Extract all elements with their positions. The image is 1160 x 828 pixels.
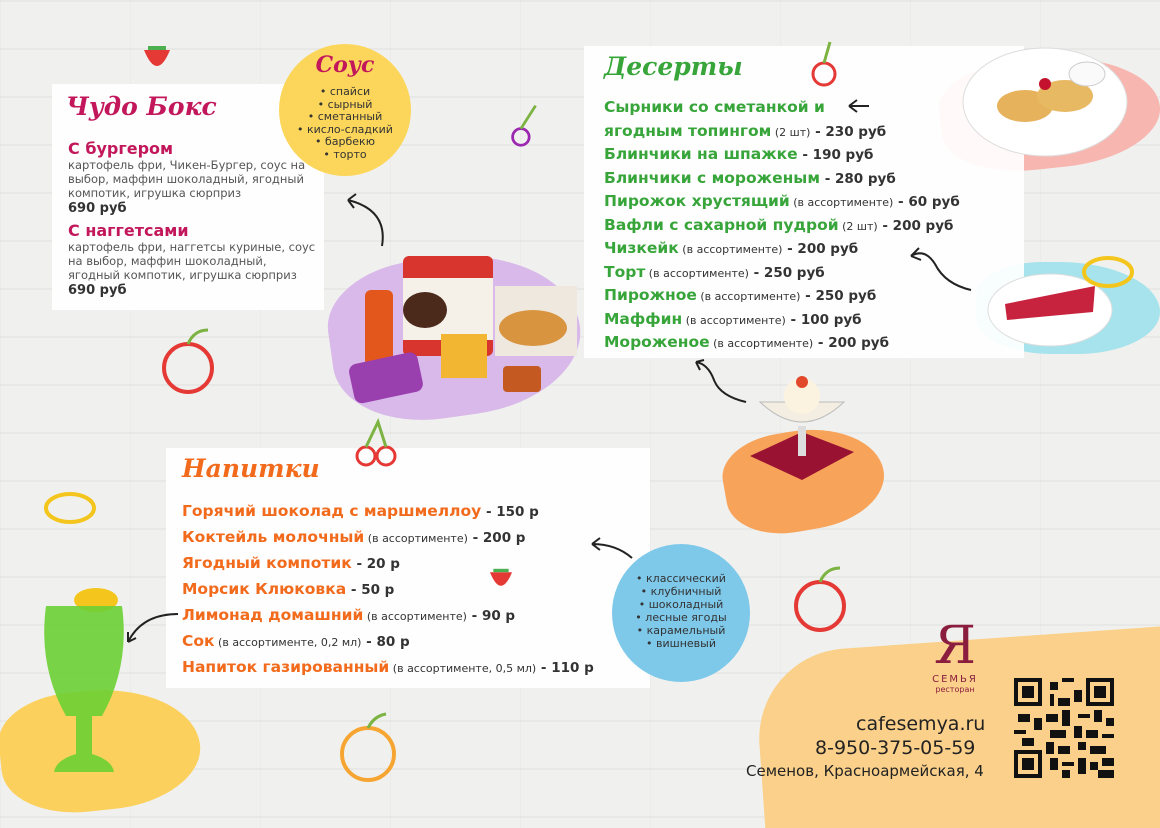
dessert-note: (в ассортименте) [789, 196, 894, 209]
sauce-item: • сметанный [307, 110, 383, 124]
milkshake-flavor: • классический [636, 572, 726, 585]
cherry-icon [804, 38, 844, 88]
dessert-name: Пирожное [604, 286, 697, 304]
burger-box-title: С бургером [68, 139, 174, 158]
sauce-item: • барбекю [315, 135, 375, 149]
milkshake-flavor-list [612, 572, 750, 650]
drink-name: Напиток газированный [182, 658, 390, 676]
dessert-price: - 200 руб [877, 217, 954, 234]
dessert-price: - 230 руб [810, 123, 887, 140]
logo-subtitle: ресторан [935, 685, 975, 694]
dessert-note: (в ассортименте) [682, 313, 786, 327]
phone-number[interactable]: 8-950-375-05-59 [815, 737, 976, 759]
burger-box-description: картофель фри, Чикен-Бургер, соус на выбор, маффин шоколадный, ягодный компотик, игрушка сюрприз [68, 158, 306, 200]
drink-note: (в ассортименте, 0,2 мл) [214, 636, 362, 649]
lemon-icon [40, 488, 100, 528]
address: Семенов, Красноармейская, 4 [746, 762, 984, 780]
dessert-price: - 200 руб [782, 241, 859, 257]
dessert-item [604, 330, 960, 354]
desserts-list [604, 95, 960, 354]
dessert-item [604, 307, 960, 331]
drinks-title: Напитки [182, 454, 320, 483]
sauce-item: • спайси [319, 85, 371, 98]
drink-item [182, 576, 594, 602]
arrow-icon [905, 244, 975, 294]
dessert-item [604, 95, 960, 119]
lemon-icon [1078, 252, 1138, 292]
dessert-item [604, 213, 960, 237]
dessert-price: - 190 руб [797, 147, 874, 163]
arrow-icon [340, 190, 390, 250]
drink-price: - 90 р [466, 608, 516, 624]
drink-price: - 20 р [351, 556, 400, 572]
sauce-item: • сырный [317, 97, 373, 111]
logo-letter: Я [934, 616, 976, 676]
drink-name: Лимонад домашний [182, 606, 364, 624]
milkshake-flavor: • шоколадный [638, 598, 724, 611]
milkshake-flavor: • клубничный [640, 585, 722, 598]
cherry-icon [508, 100, 554, 150]
dessert-note: (в ассортименте) [709, 337, 814, 350]
milkshake-flavor: • карамельный [636, 624, 726, 637]
drink-price: - 80 р [361, 634, 410, 650]
dessert-note: (2 шт) [771, 125, 811, 139]
dessert-note: (в ассортименте) [678, 243, 783, 256]
cherry-icon [352, 418, 402, 468]
sauce-item: • торто [323, 147, 367, 161]
drink-name: Горячий шоколад с маршмеллоу [182, 502, 482, 520]
drink-item [182, 524, 594, 550]
chudo-box-title: Чудо Бокс [66, 92, 217, 121]
burger-box-price: 690 руб [68, 201, 127, 216]
drink-item [182, 550, 594, 576]
drink-note: (в ассортименте) [363, 610, 467, 623]
drink-price: - 50 р [346, 582, 395, 598]
drink-price: - 150 р [481, 504, 539, 520]
lemonade-glass-image [36, 586, 132, 782]
drink-name: Морсик Клюковка [182, 580, 347, 598]
dessert-note: (в ассортименте) [696, 290, 801, 303]
syrniki-plate-image [955, 40, 1135, 160]
ice-cream-bowl-image [742, 372, 862, 492]
milkshake-flavor: • вишневый [646, 637, 716, 650]
dessert-name: Вафли с сахарной пудрой [604, 215, 839, 234]
sauce-item: • кисло-сладкий [297, 122, 393, 136]
dessert-name: Маффин [604, 309, 683, 328]
sauce-title: Соус [315, 52, 375, 78]
dessert-price: - 250 руб [800, 288, 877, 304]
nuggets-box-title: С наггетсами [68, 221, 189, 240]
dessert-name: Чизкейк [604, 239, 679, 257]
dessert-item [604, 189, 960, 213]
dessert-name: Торт [604, 262, 646, 281]
logo-name: СЕМЬЯ [932, 674, 978, 685]
arrow-icon [122, 608, 182, 648]
drink-note: (в ассортименте) [364, 532, 468, 545]
kids-box-image [345, 238, 585, 408]
arrow-icon [690, 356, 750, 406]
drink-item [182, 628, 594, 654]
dessert-item [604, 119, 960, 143]
dessert-item [604, 166, 960, 190]
apple-icon [790, 564, 850, 634]
dessert-name: ягодным топингом [604, 121, 772, 140]
apple-icon [158, 326, 218, 396]
restaurant-logo [910, 618, 1000, 698]
drink-name: Сок [182, 632, 215, 650]
nuggets-box-description: картофель фри, наггетсы куриные, соус на выбор, маффин шоколадный, ягодный компотик, игрушка сюрприз [68, 240, 316, 282]
dessert-price: - 100 руб [785, 311, 862, 328]
dessert-price: - 60 руб [893, 194, 960, 210]
orange-icon [336, 710, 400, 786]
dessert-name: Блинчики на шпажке [604, 145, 798, 163]
drink-item [182, 498, 594, 524]
nuggets-box-price: 690 руб [68, 283, 127, 298]
dessert-name: Пирожок хрустящий [604, 192, 790, 210]
drink-item [182, 602, 594, 628]
drink-item [182, 654, 594, 680]
dessert-name: Сырники со сметанкой и [604, 98, 825, 116]
dessert-price: - 280 руб [820, 170, 896, 187]
desserts-title: Десерты [604, 52, 743, 81]
milkshake-flavor: • лесные ягоды [635, 611, 727, 624]
website-link[interactable]: cafesemya.ru [856, 713, 986, 735]
sauce-list [279, 86, 411, 162]
drinks-list [182, 498, 594, 680]
qr-code[interactable] [1014, 678, 1114, 778]
drink-name: Коктейль молочный [182, 528, 365, 546]
dessert-note: (2 шт) [838, 219, 878, 233]
dessert-name: Блинчики с мороженым [604, 168, 820, 187]
strawberry-icon [140, 38, 174, 78]
drink-name: Ягодный компотик [182, 554, 352, 572]
drink-price: - 200 р [467, 530, 526, 546]
arrow-icon [586, 534, 636, 564]
drink-note: (в ассортименте, 0,5 мл) [389, 662, 537, 675]
dessert-name: Мороженое [604, 333, 710, 351]
dessert-note: (в ассортименте) [645, 266, 749, 280]
dessert-price: - 200 руб [813, 335, 890, 351]
arrow-icon [845, 96, 875, 116]
drink-price: - 110 р [536, 660, 594, 676]
dessert-item [604, 142, 960, 166]
strawberry-icon [486, 562, 516, 596]
dessert-price: - 250 руб [748, 264, 825, 281]
